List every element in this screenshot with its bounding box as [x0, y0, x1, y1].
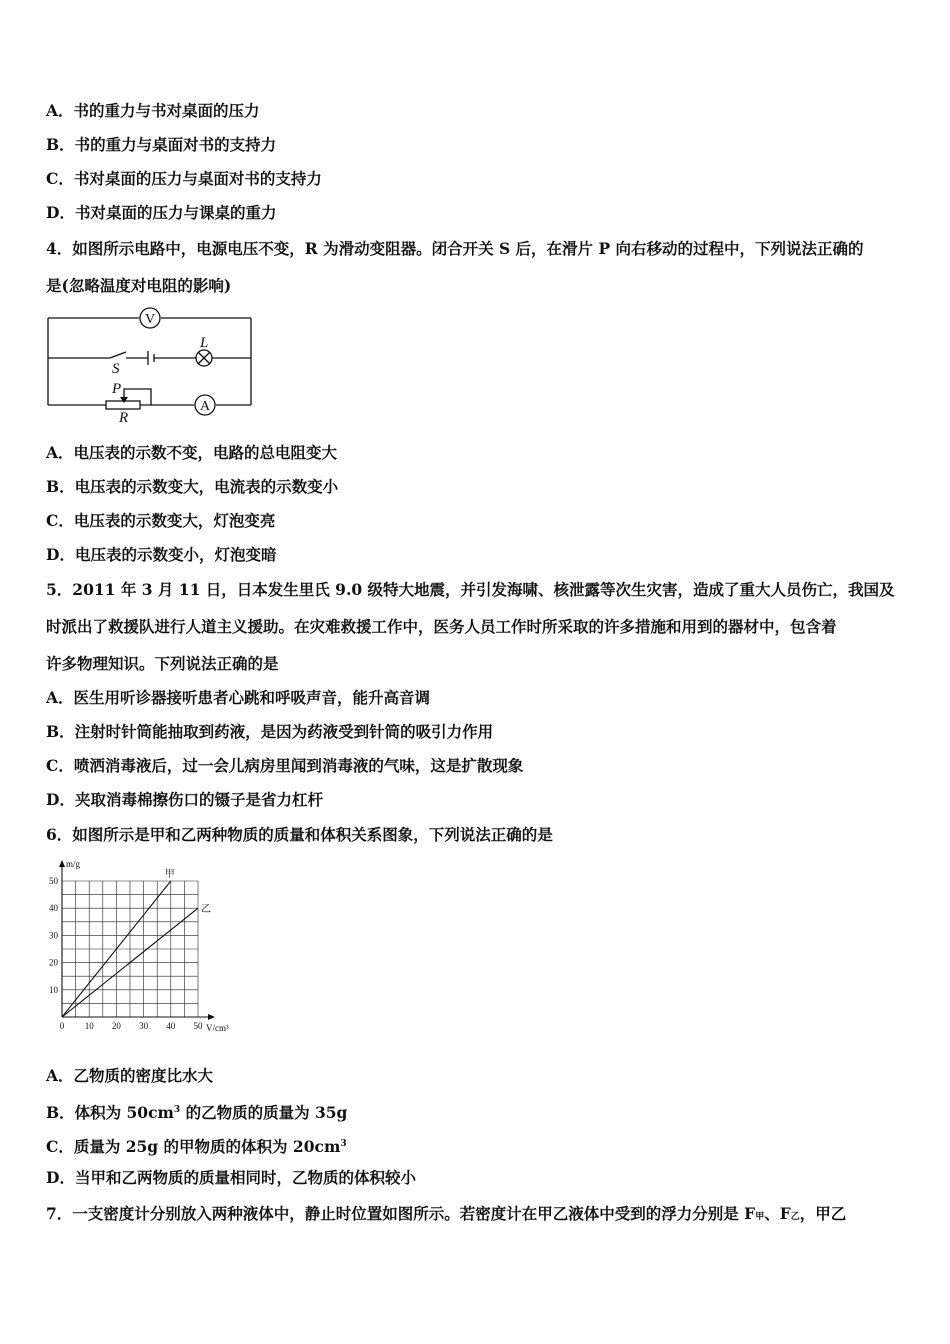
q5-stem-line3: 许多物理知识。下列说法正确的是 [46, 654, 279, 673]
switch-label: S [112, 361, 120, 377]
q5-stem-line1: 5．2011 年 3 月 11 日，日本发生里氏 9.0 级特大地震，并引发海啸、核泄露等次生灾害，造成了重大人员伤亡，我国及 [46, 580, 895, 599]
x-tick-label: 50 [193, 1021, 203, 1031]
ammeter-icon [195, 395, 215, 415]
y-axis-label: m/g [66, 859, 81, 869]
ammeter-label: A [199, 399, 211, 414]
x-tick-label: 0 [59, 1021, 65, 1031]
q3-option-b: B．书的重力与桌面对书的支持力 [46, 135, 277, 154]
q4-stem-line2: 是(忽略温度对电阻的影响) [46, 276, 232, 295]
q4-stem-line1: 4．如图所示电路中，电源电压不变，R 为滑动变阻器。闭合开关 S 后，在滑片 P 向右移动的过程中，下列说法正确的 [46, 239, 864, 258]
x-axis-label: V/cm³ [206, 1023, 229, 1033]
q5-option-b: B．注射时针筒能抽取到药液，是因为药液受到针筒的吸引力作用 [46, 722, 494, 741]
series-label-yi: 乙 [201, 904, 211, 916]
q3-option-c: C．书对桌面的压力与桌面对书的支持力 [46, 169, 322, 188]
lamp-label: L [200, 335, 209, 351]
x-tick-label: 40 [166, 1021, 176, 1031]
voltmeter-label: V [144, 312, 156, 327]
q5-option-d: D．夹取消毒棉擦伤口的镊子是省力杠杆 [46, 790, 323, 809]
y-tick-label: 30 [49, 930, 58, 941]
q3-option-a: A．书的重力与书对桌面的压力 [46, 101, 260, 120]
mass-volume-chart [30, 855, 250, 1040]
q3-option-d: D．书对桌面的压力与课桌的重力 [46, 203, 277, 222]
q4-option-b: B．电压表的示数变大，电流表的示数变小 [46, 477, 339, 496]
q6-option-d: D．当甲和乙两物质的质量相同时，乙物质的体积较小 [46, 1168, 416, 1187]
x-tick-label: 20 [111, 1021, 121, 1031]
q7-stem: 7．一支密度计分别放入两种液体中，静止时位置如图所示。若密度计在甲乙液体中受到的浮力分别是 F甲、F乙，甲乙 [46, 1204, 847, 1223]
q6-option-c: C．质量为 25g 的甲物质的体积为 $20cm^3$ [46, 1137, 347, 1157]
circuit-diagram [40, 305, 260, 430]
x-axis-arrow [208, 1014, 215, 1020]
q4-option-a: A．电压表的示数不变，电路的总电阻变大 [46, 443, 338, 462]
q5-option-c: C．喷洒消毒液后，过一会儿病房里闻到消毒液的气味，这是扩散现象 [46, 756, 524, 775]
q5-stem-line2: 时派出了救援队进行人道主义援助。在灾难救援工作中，医务人员工作时所采取的许多措施和用到的器材中，包含着 [46, 617, 837, 636]
x-tick-label: 30 [139, 1021, 149, 1031]
x-tick-label: 10 [84, 1021, 94, 1031]
lamp-icon [196, 350, 212, 366]
y-axis-arrow [59, 860, 65, 867]
y-tick-label: 20 [49, 957, 58, 968]
voltmeter-icon [140, 308, 160, 328]
slider-label: P [112, 381, 122, 397]
q4-option-d: D．电压表的示数变小，灯泡变暗 [46, 545, 277, 564]
y-tick-label: 10 [49, 984, 58, 995]
q5-option-a: A．医生用听诊器接听患者心跳和呼吸声音，能升高音调 [46, 688, 431, 707]
q6-option-a: A．乙物质的密度比水大 [46, 1066, 214, 1085]
q6-option-b: B．体积为 $50cm^3$ 的乙物质的质量为 35g [46, 1103, 348, 1123]
y-tick-label: 50 [49, 876, 58, 886]
series-label-jia: 甲 [164, 869, 175, 880]
rheostat-label: R [119, 410, 129, 426]
q4-option-c: C．电压表的示数变大，灯泡变亮 [46, 511, 276, 530]
q6-stem: 6．如图所示是甲和乙两种物质的质量和体积关系图象，下列说法正确的是 [46, 825, 553, 844]
y-tick-label: 40 [49, 903, 58, 914]
